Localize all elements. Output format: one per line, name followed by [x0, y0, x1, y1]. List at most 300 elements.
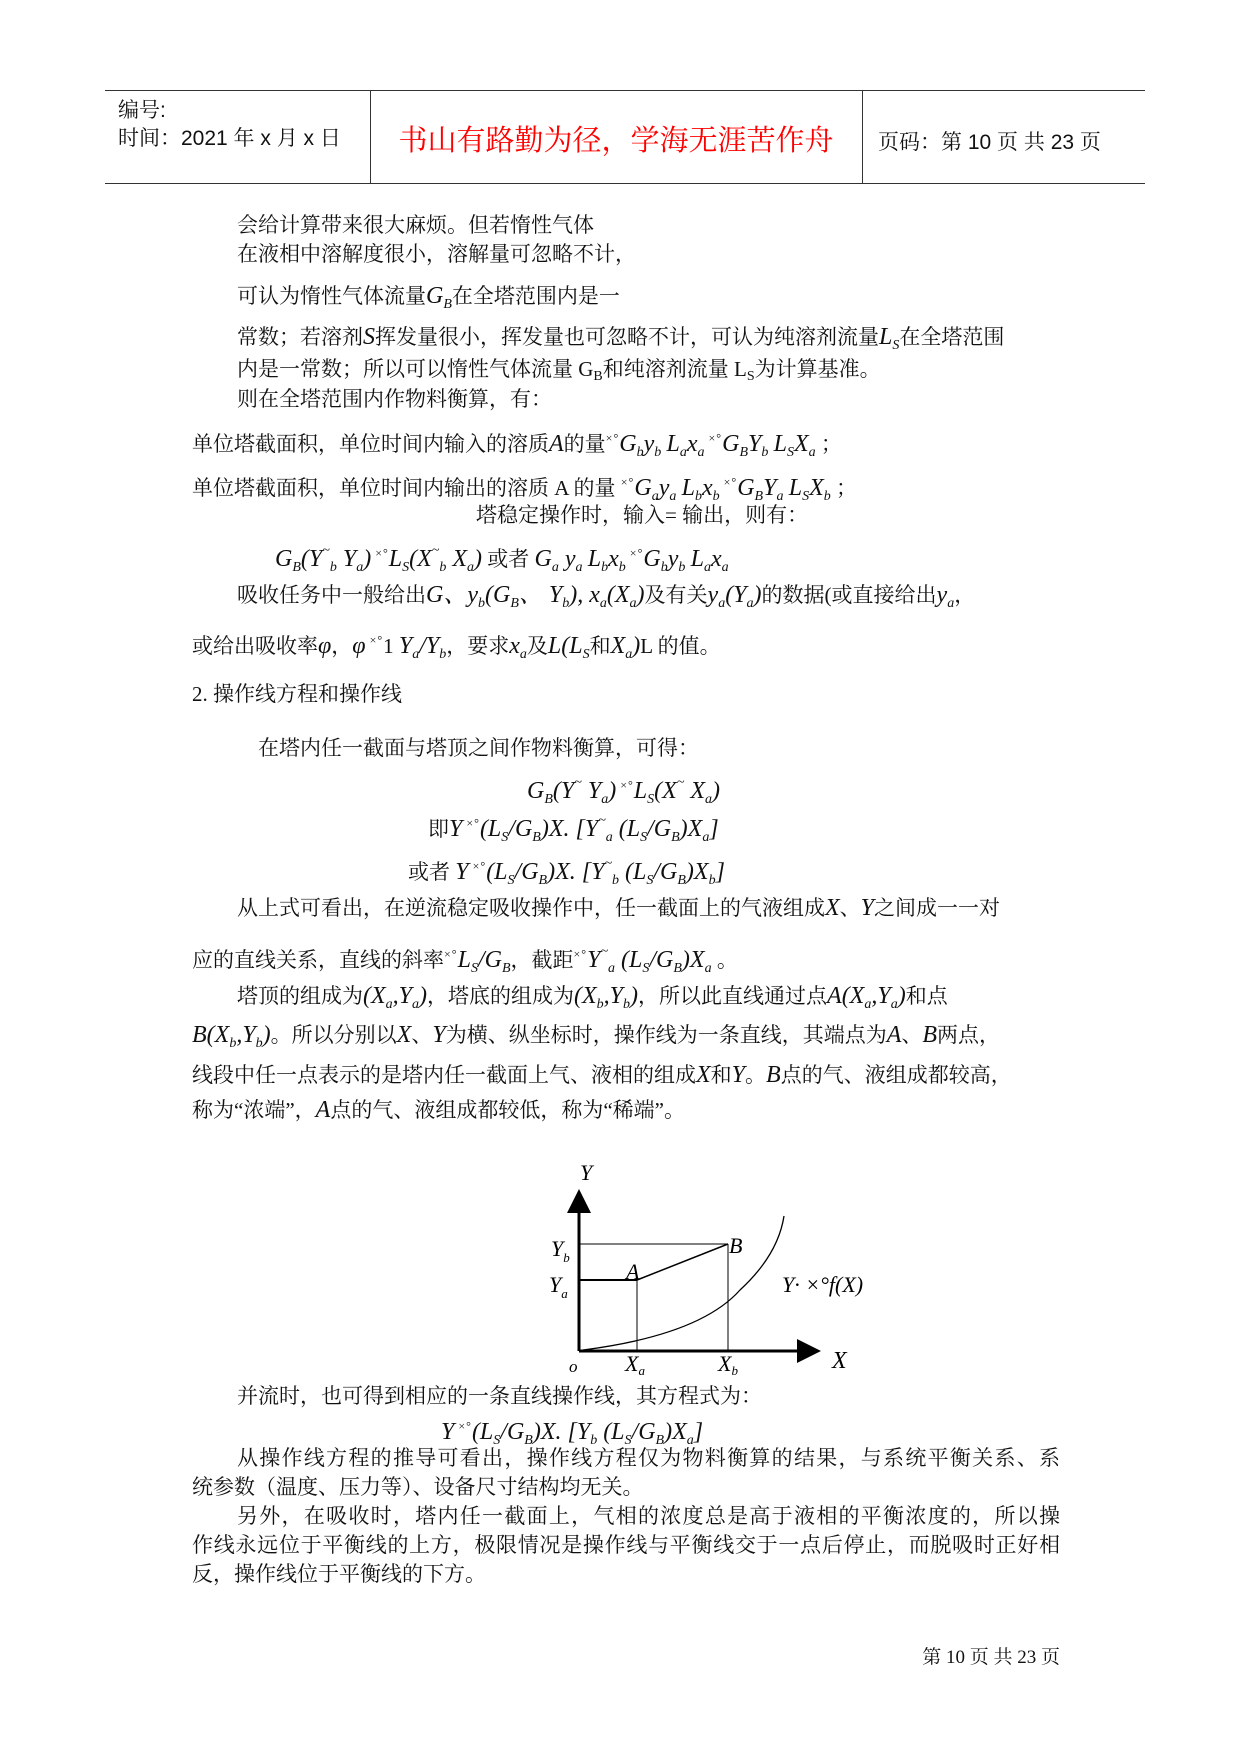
math-symbol: ×° [704, 431, 723, 445]
math-run: B [677, 873, 686, 888]
math-run: b [654, 445, 662, 460]
page-label: 页码：第 10 页 共 23 页 [878, 131, 1101, 154]
math-run: a [890, 997, 898, 1012]
math-run: Y [432, 1022, 446, 1048]
xa-label-main: X [625, 1351, 639, 1376]
math-run: b [439, 647, 447, 662]
math-run: a [721, 560, 729, 575]
math-run: L [587, 546, 602, 572]
math-run: (X [574, 983, 597, 1009]
math-run: (Y [300, 546, 323, 572]
math-symbol: ×° [371, 546, 389, 560]
math-run: a [697, 445, 705, 460]
math-run: X [793, 431, 809, 457]
text-run: 点的气、液组成都较低，称为“稀端”。 [330, 1098, 685, 1122]
text-run: 和 [710, 1063, 732, 1087]
ya-label-main: Y [549, 1272, 562, 1297]
math-run: L [773, 431, 787, 457]
paragraph-line [237, 1383, 762, 1409]
math-run: /G [631, 1419, 656, 1445]
math-run: x [710, 546, 722, 572]
text-run: 之间成一一对 [874, 896, 1001, 920]
math-run: B [501, 961, 511, 976]
math-run: S [624, 1433, 632, 1448]
text-run: 、 [901, 1023, 923, 1047]
math-run: ) [608, 778, 617, 804]
paragraph-line [237, 1445, 1060, 1471]
page-footer: 第 10 页 共 23 页 [922, 1647, 1060, 1668]
math-run: Y [455, 859, 469, 885]
text-run: 在塔内任一截面与塔顶之间作物料衡算，可得： [258, 736, 699, 760]
math-run: L [681, 475, 695, 501]
math-run: a [467, 560, 475, 575]
math-run: )X. [Y [532, 1419, 591, 1445]
math-symbol: ×° [573, 947, 588, 961]
math-run: ] [693, 1419, 704, 1445]
xa-label [624, 1351, 645, 1378]
text-run: 或者 [408, 860, 456, 884]
math-run: X [396, 1022, 412, 1048]
math-run: x [686, 431, 698, 457]
math-run: )X. [Y [540, 816, 599, 842]
math-run: y [707, 582, 719, 608]
point-b-label: B [729, 1233, 743, 1258]
text-run: ， [331, 634, 353, 658]
text-run: 或者 [482, 547, 535, 571]
text-run: 塔稳定操作时，输入= 输出，则有： [476, 503, 809, 527]
math-run: a [605, 830, 613, 845]
ya-label-sub: a [561, 1286, 568, 1301]
origin-label: o [569, 1357, 578, 1376]
text-run: ，塔底的组成为 [427, 984, 575, 1008]
math-run: /G [647, 816, 672, 842]
math-run: L [690, 546, 704, 572]
math-run: a [651, 489, 659, 504]
math-run: )X [685, 859, 709, 885]
text-run: 称为“浓端”， [192, 1098, 316, 1122]
math-run: )X [679, 816, 703, 842]
math-run: )X [664, 1419, 687, 1445]
text-run: 在全塔范围 [899, 325, 1005, 349]
math-run: B [292, 560, 301, 575]
math-run: a [599, 596, 607, 611]
math-run: G [619, 431, 637, 457]
math-run: (L [612, 816, 641, 842]
equilibrium-curve-label: Y· ×°f(X) [782, 1272, 864, 1297]
math-run: S [501, 830, 509, 845]
math-run: ) [712, 778, 721, 804]
motto: 书山有路勤为径，学海无涯苦作舟 [398, 125, 834, 157]
text-run: 两点， [937, 1023, 1001, 1047]
math-symbol: ×° [444, 947, 458, 961]
math-run: b [694, 489, 702, 504]
math-run: ~ [431, 543, 440, 558]
text-run: 为横、纵坐标时，操作线为一条直线，其端点为 [445, 1023, 887, 1047]
math-run: X [696, 1062, 711, 1088]
math-run: )X. [Y [547, 859, 605, 885]
math-run: a [686, 1433, 694, 1448]
text-run: 。所以分别以 [270, 1023, 397, 1047]
math-run: b [660, 560, 668, 575]
math-run: b [329, 560, 337, 575]
math-run: Y [860, 895, 875, 921]
math-run: G [634, 475, 652, 501]
text-run: 和点 [905, 984, 948, 1008]
math-run: S [746, 369, 755, 384]
text-run: 从操作线方程的推导可看出，操作线方程仅为物料衡算的结果，与系统平衡关系、系 [237, 1446, 1060, 1470]
math-run: Y [336, 546, 357, 572]
math-run: S [582, 647, 590, 662]
math-run: ) [474, 546, 483, 572]
math-symbol: ×° [454, 1419, 472, 1433]
math-run: ~ [600, 944, 609, 959]
math-run: b [708, 873, 716, 888]
math-run: B [443, 297, 452, 312]
math-run: a [412, 647, 420, 662]
paragraph-line [192, 1532, 1060, 1558]
math-run: b [255, 1036, 263, 1051]
math-run: L [666, 431, 680, 457]
text-run: 另外，在吸收时，塔内任一截面上，气相的浓度总是高于液相的平衡浓度的，所以操 [237, 1504, 1060, 1528]
text-run: ，所以此直线通过点 [638, 984, 828, 1008]
math-run: G [534, 546, 552, 572]
text-run: ，要求 [446, 634, 510, 658]
xb-label-sub: b [731, 1363, 738, 1378]
math-run: S [363, 324, 375, 350]
math-run: ] [709, 816, 719, 842]
math-run: (X [606, 582, 630, 608]
math-run: a [704, 961, 712, 976]
math-run: L [457, 947, 471, 973]
text-run: 为计算基准。 [754, 357, 881, 381]
math-run: a [625, 647, 633, 662]
text-run: 吸收任务中一般给出 [237, 583, 426, 607]
text-run: 单位塔截面积，单位时间内输出的溶质 A 的量 [192, 476, 621, 500]
math-run: x [701, 475, 713, 501]
text-run: 塔顶的组成为 [237, 984, 363, 1008]
math-run: L [788, 475, 803, 501]
math-run: /G [477, 947, 502, 973]
serial-label: 编号: [118, 99, 166, 122]
math-run: X [610, 633, 626, 659]
math-run: Y [581, 778, 602, 804]
math-run: )X [681, 947, 705, 973]
math-run: X [809, 475, 824, 501]
xb-label [717, 1351, 738, 1378]
math-run: ] [715, 859, 725, 885]
x-axis-label: X [832, 1348, 847, 1374]
math-run: B [673, 961, 682, 976]
math-run: b [623, 997, 631, 1012]
math-run: L [633, 778, 648, 804]
math-run: /G [508, 816, 533, 842]
math-run: B [655, 1433, 665, 1448]
math-run: B [922, 1022, 938, 1048]
math-run: ,Y [871, 983, 891, 1009]
text-run: 统参数（温度、压力等）、设备尺寸结构均无关。 [192, 1475, 644, 1499]
math-run: x [608, 546, 619, 572]
math-run: a [702, 830, 710, 845]
math-run: a [705, 792, 713, 807]
math-run: b [562, 596, 570, 611]
text-run: 的量 [563, 432, 606, 456]
math-run: S [493, 1433, 501, 1448]
math-run: (L [615, 947, 643, 973]
math-run: a [776, 489, 784, 504]
math-run: (L [619, 859, 647, 885]
math-run: B [754, 489, 764, 504]
text-run: 和 [589, 634, 611, 658]
text-run: 和纯溶剂流量 L [602, 357, 747, 381]
math-run: B [593, 369, 603, 384]
math-symbol: ×° [365, 633, 384, 647]
math-run: (X [363, 983, 386, 1009]
math-run: /G [649, 947, 674, 973]
math-run: a [703, 560, 711, 575]
text-run: 及 [526, 634, 548, 658]
math-run: b [612, 873, 620, 888]
math-run: b [618, 560, 626, 575]
math-run: ,Y [603, 983, 624, 1009]
math-run: a [746, 596, 754, 611]
math-run: b [761, 445, 769, 460]
math-run: /G [500, 1419, 525, 1445]
operating-line [637, 1244, 728, 1280]
math-run: 、 Y [518, 582, 563, 608]
math-run: ) [419, 983, 428, 1009]
math-symbol: ×° [468, 859, 487, 873]
math-run: L(L [547, 633, 583, 659]
math-run: (L [486, 859, 508, 885]
math-run: Y [587, 947, 601, 973]
math-run: y [936, 582, 948, 608]
text-run: ； [830, 476, 857, 500]
math-run: ,Y [236, 1022, 256, 1048]
math-run: S [646, 873, 654, 888]
math-run: x [509, 633, 520, 659]
math-run: X [825, 895, 840, 921]
math-run: (L [597, 1419, 625, 1445]
math-run: ) [753, 582, 762, 608]
math-run: φ [318, 633, 332, 659]
math-run: Y [449, 816, 463, 842]
math-run: B [538, 873, 548, 888]
math-run: a [808, 445, 816, 460]
math-run: a [356, 560, 364, 575]
math-run: y [558, 546, 576, 572]
math-run: ) [632, 633, 641, 659]
math-run: S [402, 560, 410, 575]
math-run: G、y [426, 582, 478, 608]
math-symbol: ×° [462, 816, 480, 830]
text-run: L 的值。 [640, 634, 721, 658]
math-run: ) [630, 983, 639, 1009]
math-run: a [608, 961, 616, 976]
text-run: 则在全塔范围内作物料衡算，有： [237, 387, 552, 411]
text-run: 从上式可看出，在逆流稳定吸收操作中，任一截面上的气液组成 [237, 896, 825, 920]
text-run: 单位塔截面积，单位时间内输入的溶质 [192, 432, 549, 456]
text-run: 点的气、液组成都较高， [780, 1063, 1012, 1087]
math-run: (L [471, 1419, 494, 1445]
math-run: b [477, 596, 485, 611]
math-run: b [601, 560, 609, 575]
xa-label-sub: a [638, 1363, 645, 1378]
math-run: B [671, 830, 680, 845]
math-run: ~ [322, 543, 330, 558]
math-run: b [590, 1433, 598, 1448]
math-run: B [766, 1062, 781, 1088]
math-run: a [669, 489, 677, 504]
text-run: 的数据(或直接给出 [761, 583, 937, 607]
text-run: 在全塔范围内是一 [451, 284, 620, 308]
math-run: a [601, 792, 609, 807]
paragraph-line [192, 1561, 486, 1587]
math-run: ), x [569, 582, 600, 608]
math-run: S [642, 961, 650, 976]
math-run: a [679, 445, 687, 460]
point-a-label: A [626, 1259, 640, 1284]
math-run: S [802, 489, 810, 504]
math-run: ~ [574, 775, 582, 790]
math-run: a [575, 560, 583, 575]
text-run: 会给计算带来很大麻烦。但若惰性气体 [237, 213, 594, 237]
text-run: ， [954, 583, 976, 607]
math-run: S [470, 961, 478, 976]
math-run: (Y [552, 778, 575, 804]
math-run: S [507, 873, 515, 888]
math-run: S [647, 792, 655, 807]
text-run: 挥发量很小，挥发量也可忽略不计，可认为纯溶剂流量 [375, 325, 879, 349]
math-run: Y [748, 431, 762, 457]
math-run: b [823, 489, 831, 504]
math-run: L [388, 546, 403, 572]
text-run: 并流时，也可得到相应的一条直线操作线，其方程式为： [237, 1384, 762, 1408]
math-run: ~ [604, 856, 613, 871]
text-run: 作线永远位于平衡线的上方，极限情况是操作线与平衡线交于一点后停止，而脱吸时正好相 [192, 1533, 1060, 1557]
text-run: 或给出吸收率 [192, 634, 318, 658]
math-run: B [739, 445, 748, 460]
xb-label-main: X [718, 1351, 732, 1376]
math-run: /G [653, 859, 678, 885]
math-run: ) [897, 983, 906, 1009]
math-run: ) [363, 546, 372, 572]
math-run: G [722, 431, 740, 457]
math-symbol: ×° [616, 778, 634, 792]
math-run: A(X [827, 983, 865, 1009]
paragraph-line [192, 1474, 644, 1500]
math-run: L [879, 324, 893, 350]
text-run: 线段中任一点表示的是塔内任一截面上气、液相的组成 [192, 1063, 696, 1087]
text-run: 2. 操作线方程和操作线 [192, 682, 402, 706]
math-run: ,Y [392, 983, 413, 1009]
math-run: A [549, 431, 564, 457]
math-run: /Y [419, 633, 440, 659]
math-symbol: ×° [625, 546, 644, 560]
math-run: b [439, 560, 447, 575]
math-run: a [864, 997, 872, 1012]
math-run: /G [514, 859, 539, 885]
math-run: (Y [725, 582, 747, 608]
math-run: b [636, 445, 644, 460]
math-run: B [524, 1433, 533, 1448]
text-run: 1 [383, 634, 399, 658]
math-run: Y [731, 1062, 746, 1088]
math-run: y [643, 431, 655, 457]
math-run: a [412, 997, 420, 1012]
math-run: y [667, 546, 679, 572]
math-run: B(X [192, 1022, 230, 1048]
math-run: ~ [598, 813, 606, 828]
math-run: G [527, 778, 545, 804]
math-run: a [718, 596, 726, 611]
math-run: b [229, 1036, 237, 1051]
text-run: 、 [411, 1023, 433, 1047]
math-run: Y [441, 1419, 455, 1445]
math-run: a [385, 997, 393, 1012]
text-run: 可认为惰性气体流量 [237, 284, 426, 308]
math-run: G [643, 546, 661, 572]
math-run: (G [484, 582, 511, 608]
math-run: (L [479, 816, 502, 842]
text-run: 内是一常数；所以可以惰性气体流量 G [237, 357, 594, 381]
equilibrium-curve [583, 1216, 784, 1350]
text-run: ，截距 [510, 948, 574, 972]
text-run: 即 [428, 817, 449, 841]
math-run: y [658, 475, 670, 501]
paragraph-line [237, 1503, 1060, 1529]
text-run: 常数；若溶剂 [237, 325, 363, 349]
math-run: ~ [676, 775, 685, 790]
yb-label-main: Y [551, 1236, 564, 1261]
text-run: 在液相中溶解度很小，溶解量可忽略不计， [237, 242, 636, 266]
math-run: a [519, 647, 527, 662]
math-run: a [947, 596, 955, 611]
math-run: Y [763, 475, 777, 501]
text-run: 及有关 [644, 583, 708, 607]
math-run: (X [654, 778, 677, 804]
math-run: X [684, 778, 706, 804]
math-run: Y [398, 633, 413, 659]
math-run: X [446, 546, 468, 572]
math-symbol: ×° [620, 475, 635, 489]
text-run: 应的直线关系，直线的斜率 [192, 948, 444, 972]
math-run: G [426, 283, 444, 309]
math-run: B [510, 596, 519, 611]
yb-label-sub: b [563, 1250, 570, 1265]
math-run: ) [636, 582, 645, 608]
text-run: 、 [839, 896, 861, 920]
math-run: A [886, 1022, 902, 1048]
math-run: B [532, 830, 541, 845]
y-axis-label: Y [580, 1160, 593, 1185]
math-run: S [640, 830, 648, 845]
math-run: ) [262, 1022, 271, 1048]
math-run: b [712, 489, 720, 504]
math-run: B [544, 792, 553, 807]
text-run: 。 [745, 1063, 767, 1087]
math-run: b [678, 560, 686, 575]
ya-label [549, 1272, 568, 1301]
text-run: 。 [711, 948, 738, 972]
math-run: a [551, 560, 559, 575]
math-run: S [892, 338, 900, 353]
yb-label [551, 1236, 570, 1265]
text-run: 反，操作线位于平衡线的下方。 [192, 1562, 486, 1586]
date-label: 时间：2021 年 x 月 x 日 [118, 127, 341, 150]
math-run: G [737, 475, 755, 501]
math-run: S [786, 445, 794, 460]
math-run: G [275, 546, 293, 572]
